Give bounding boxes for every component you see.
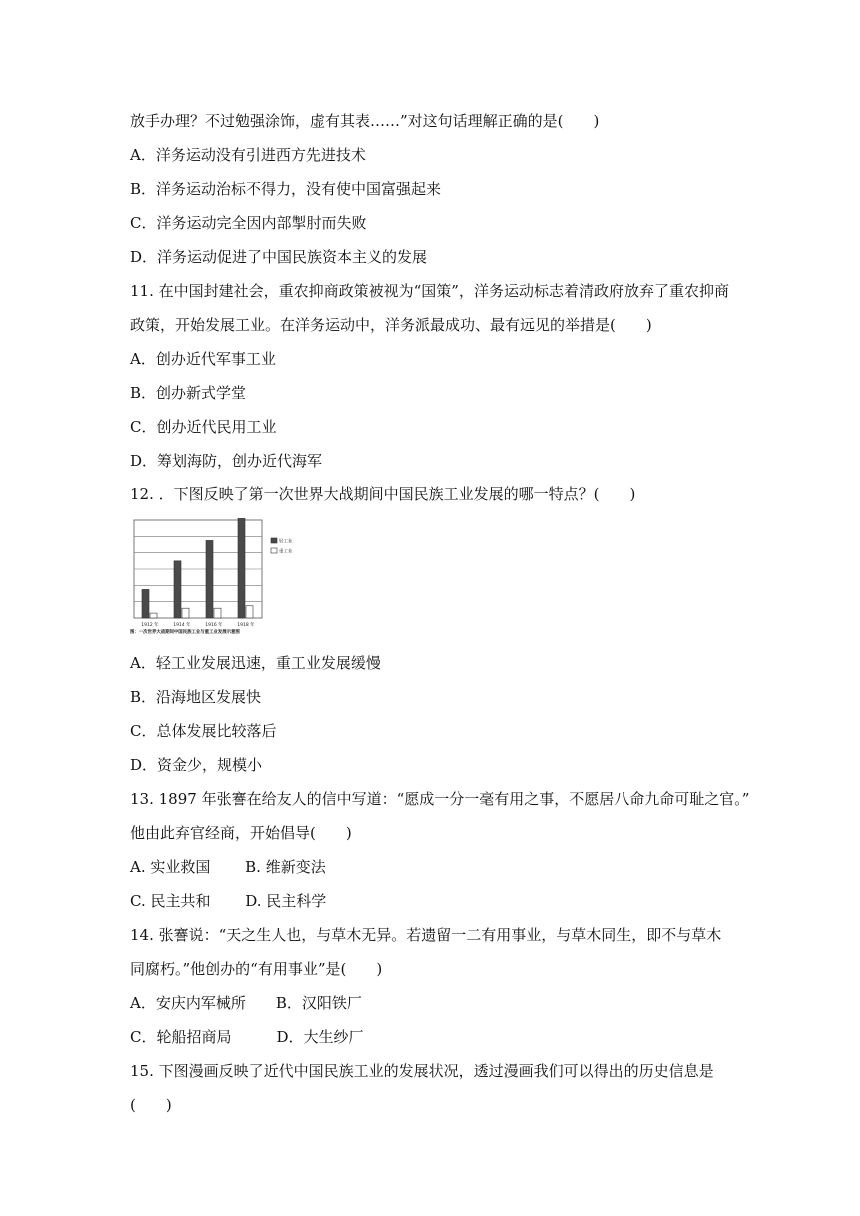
question-line: 11. 在中国封建社会，重农抑商政策被视为“国策”，洋务运动标志着清政府放弃了重农抑商 [130,282,729,300]
legend-swatch [271,538,277,543]
bar-heavy-industry [246,606,253,618]
x-tick-label: 1918 年 [237,623,255,628]
chart-caption: 图：一次世界大战期间中国民族工业与重工业发展示意图 [130,630,240,635]
option-line: A．洋务运动没有引进西方先进技术 [130,146,366,164]
option-line: A．轻工业发展迅速，重工业发展缓慢 [130,654,381,672]
option-line: D．洋务运动促进了中国民族资本主义的发展 [130,248,428,266]
industry-bar-chart [128,518,318,638]
question-line: 14. 张謇说：“天之生人也，与草木无异。若遗留一二有用事业，与草木同生，即不与草木 [130,926,722,944]
question-line: 政策，开始发展工业。在洋务运动中，洋务派最成功、最有远见的举措是( ) [130,316,652,334]
option-line: C. 民主共和 D. 民主科学 [130,892,327,910]
legend-label: 轻工业 [279,539,293,545]
option-line: C．洋务运动完全因内部掣肘而失败 [130,214,367,232]
x-tick-label: 1916 年 [205,623,223,628]
chart-svg [128,518,318,638]
option-line: C．总体发展比较落后 [130,722,277,740]
bar-heavy-industry [150,613,157,618]
question-line: 12. ．下图反映了第一次世界大战期间中国民族工业发展的哪一特点？( ) [130,485,636,503]
option-line: C．轮船招商局 D．大生纱厂 [130,1028,364,1046]
option-line: A. 实业救国 B. 维新变法 [130,858,326,876]
legend-label: 重工业 [279,549,293,555]
legend-swatch [271,548,277,553]
option-line: D．筹划海防，创办近代海军 [130,452,323,470]
option-line: A．创办近代军事工业 [130,350,276,368]
option-line: C．创办近代民用工业 [130,418,277,436]
question-line: ( ) [130,1096,172,1114]
bar-heavy-industry [182,608,189,618]
option-line: A．安庆内军械所 B．汉阳铁厂 [130,994,362,1012]
bar-light-industry [174,561,181,618]
bar-heavy-industry [214,608,221,618]
question-line: 13. 1897 年张謇在给友人的信中写道：“愿成一分一毫有用之事，不愿居八命九命可耻之官。” [130,790,750,808]
x-tick-label: 1914 年 [173,623,191,628]
question-line: 15. 下图漫画反映了近代中国民族工业的发展状况，透过漫画我们可以得出的历史信息是 [130,1062,714,1080]
bar-light-industry [142,589,149,618]
option-line: B．沿海地区发展快 [130,688,262,706]
x-tick-label: 1912 年 [141,623,159,628]
option-line: B．洋务运动治标不得力，没有使中国富强起来 [130,180,442,198]
bar-light-industry [206,540,213,618]
question-line: 同腐朽。”他创办的“有用事业”是( ) [130,960,383,978]
text-line: 放手办理？不过勉强涂饰，虚有其表……”对这句话理解正确的是( ) [130,112,600,130]
option-line: D．资金少，规模小 [130,756,263,774]
question-line: 他由此弃官经商，开始倡导( ) [130,824,352,842]
bar-light-industry [238,518,245,618]
option-line: B．创办新式学堂 [130,384,247,402]
